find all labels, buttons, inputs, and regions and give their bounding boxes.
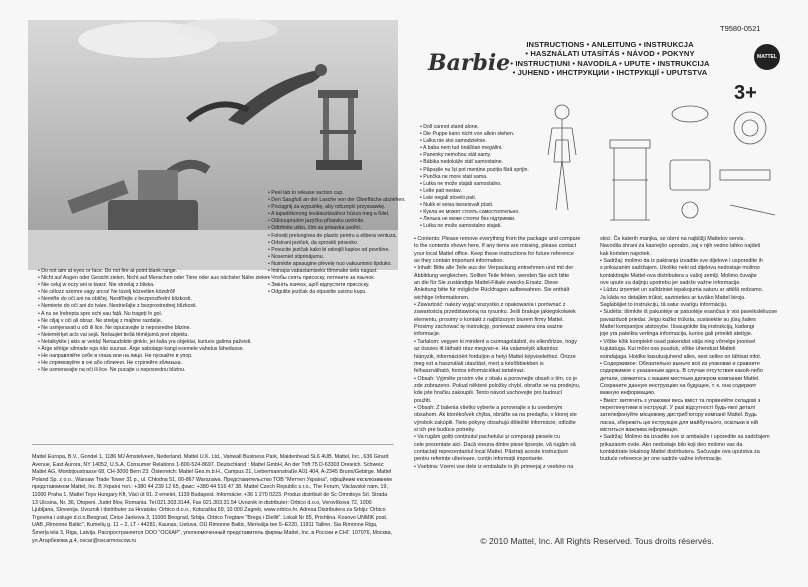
contents-illustration	[540, 100, 790, 230]
contents-text-col1: • Contents: Please remove everything from the package and compare to the contents shown here. If any items are missing, please contact your local Mattel office. Keep these instructions for future reference as they contain important information. • Inhalt: Bitte alle Teile aus der Verpackung entnehmen und mit der Abbildung vergleichen. Sollten Teile fehlen, wenden Sie sich bitte an die für Sie zuständige Mattel-Filiale zwecks Ersatz. Diese Anleitung bitte für mögliche Rückfragen aufbewahren. Sie enthält wichtige Informationen. • Zawartość: należy wyjąć wszystko z opakowania i porównać z zawartością przedstawioną na rysunku. Jeśli brakuje jakiegokolwiek elementu, prosimy o kontakt z najbliższym biurem firmy Mattel. Prosimy zachować tę instrukcję, ponieważ zawiera ona ważne informacje. • Tartalom: vegyen ki mindent a csomagolásból, és ellenőrizze, hogy az összes itt látható rész megvan-e. Ha valamelyik alkatrész hiányzik, információért forduljon a helyi Mattel képviselethez. Őrizze meg ezt a használati utasítást, mert a későbbiekben is felhasználható, fontos információkat tartalmaz. • Obsah: Vyjměte prosím vše z obalu a porovnejte obsah s tím, co je zde zobrazeno. Pokud některé položky chybí, obraťte se na prodejnu, kde jste hračku zakoupili. Tento návod uschovejte pro budoucí použití. • Obsah: Z balenia všetko vyberte a porovnajte s tu uvedeným obsahom. Ak ktorékoľvek chýba, obráťte sa na predajňu, v ktorej ste výrobok zakúpili. Tieto pokyny obsahujú dôležité informácie, odložte si ich pre budúce potreby. • Va rugăm goliți conținutul pachetului și comparați piesele cu cele prezentate aici. Dacă vreuna dintre piese lipsește, vă rugăm să contactați reprezentantul local Mattel. Păstrați aceste instrucțiuni pentru referințe ulterioare, conțin informații importante. • Vsebina: Vzemi vse dele iz embalaže in jih primerjaj z vsebino na	[414, 236, 581, 470]
left-panel	[28, 0, 406, 587]
instruction-titles: INSTRUCTIONS • ANLEITUNG • INSTRUKCJA • HASZNÁLATI UTASÍTÁS • NÁVOD • POKYNY • INSTRUCȚIUNI • NAVODILA • UPUTE • INSTRUKCIJA • JUHEND • ИНСТРУКЦИИ • ІНСТРУКЦІЇ • UPUTSTVA	[510, 40, 710, 78]
barbie-logo: Barbie	[428, 50, 511, 76]
chair-outline	[610, 140, 650, 220]
product-code: T9580-0521	[720, 24, 761, 33]
doll-outline	[548, 105, 576, 210]
distributor-addresses: Mattel Europa, B.V., Gondel 1, 1186 MJ Amstelveen, Nederland. Mattel U.K. Ltd., Vanwall Business Park, Maidenhead SL6 4UB. Mattel, Inc., 636 Girard Avenue, East Aurora, NY 14052, U.S.A. Consumer Relations 1-800-524-8697. Deutschland : Mattel GmbH, An der Trift 75 D-63303 Dreieich. Schweiz: Mattel AG, Monbijoustrasse 68, CH-3000 Bern 23. Österreich: Mattel Ges.m.b.H., Campus 21, Liebermannstraße A01 404, A-2345 Brunn/Gebirge. Mattel Poland Sp. z o.o., Warsaw Trade Tower 31 p., ul. Chłodna 51, 00-867 Warszawa. Представительство ТОВ "Меттел Україна", офіційним ексклюзивним представником Mattel, Inc. В Україні тел.: +380 44 239 12 65, факс: +380 44 516 47 38. Mattel Czech Republic s.r.o., The Forum, Václavské nám. 19, 11000 Praha 1. Mattel Toys Hungary Kft, Váci út 91. 2 emelet, 1139 Budapest. Informácie: +36 1 270 0223. Produs distribuit de Sc Omnitoys Srl. Strada 13 Ulcsina, Nr. 36, Otopeni. Judet Ilfov, Romania. Tel.021.303.3144, Fax 021.303.31.54 Uvoznik in distributer: Orbico d.o.o, Verovškova 72, 1000 Ljubljana, Slovenija. Uvoznik i distributer za Hrvatsku: Orbico d.o.o., Koturaška 69, 10 000 Zagreb, www.orbico.hr. Adresa Distributera za Srbiju: Orbico Trgovina i usluge d.o.o.Beograd, Ćirice Jankova 3, 11000 Beograd, Srbija. Orbico Tregtare "Bregu i Diellit". Lokali Nr 85, Prishtina. Kosovo UNMIK post. UAB „Rimonne Baltic", Kumelių g. 11 – 2, LT - 44281, Kaunas, Lietuva. OÜ Rimonne Baltic, Merivälja tee 5–E220, 11911 Tallinn. Sia Rimonne Riga, Šmerļa iela 3, Riga, Latvija. Рaспространяется ООО "ОСКАР", уполномоченный представитель фирмы Mattel, Inc. в России и СНГ. 107076, Москва, ул.Атарбекова д.4, oscar@oscarmoscow.ru	[32, 454, 393, 544]
contents-text-col2: skici. Če katerih manjka, se obrni na najbližji Mattelov servis. Navodila shrani za kasnejšo uporabo, saj v njih vedno lahko najdeš kak koristen napotek. • Sadržaj: molimo da iz pakiranja izvadite sve dijelove i usporedite ih s prikazanim sadržajem. Ukoliko neki od dijelova nedostaje molimo kontaktirajte Mattel-ova distributera u vašoj zemlji. Molimo čuvajte ove upute za daljnju upotrebu jer sadrže važne informacije. • Lūdzu izņemiet un salīdziniet iepakojuma saturu ar attēlā redzamo. Ja kāda no detaļām trūkst, sazinieties ar tuvāko Mattel biroju. Saglabājiet to instrukciju, tā satur svarīgu informāciju. • Sudėtis: išimkite iš pakuotėje ar patuotėje esančius ir visi paveikslėliuose pavaizduoti priedai. Jeigu kažko trūksta, susisiekite su jūsų šalies Mattel kompanijos atstovybe. Išsaugokite šią instrukciją, kadangi joje yra pateikta vertinga informacija, kurios gali prireikti ateityje. • Võtke kõik komplekti osad pakendist välja ning võrrelge joonisel kujutatuga. Kui mõni osa puudub, võtke ühendust Matteli esindajaga. Hoidke kasutusjuhend alles, sest selles on tähtsat infot. • Содержимое: Обязательно выньте всё из упаковки и сравните содержимое с указанным здесь. В случае отсутствия какой-либо детали, свяжитесь с вашим местным дилером компании Mattel. Сохраните данную инструкцию на будущее, т. к. она содержит важную информацию. • Вміст: витягніть з упаковки весь вміст та порівняйте складові з переглянутими в інструкції. У разі відсутності будь-якої деталі зателефонуйте місцевому дистриб'ютору компанії Mattel. Будь ласка, збережіть цю інструкцію для майбутнього, оскільки в ній міститься важлива інформація. • Sadržaj: Molimo da izvadite sve iz ambalaže i uporedite sa sadržajem prikazanim ovde. Ako nedostaje bilo koji deo molimo vas da kontaktirate lokalnog Mattel distributera. Sačuvajte ova uputstva za buduće reference jer one sadrže važne informacije.	[600, 236, 778, 463]
accessories-outline	[670, 106, 775, 218]
suction-cup-instructions: • Peel tab to release suction cup. • Den Saugfuß an der Lasche von der Oberfläche abziehen. • Pociągnij za wypustkę, aby odczepić przyssawkę. • A tapadókorong leválasztásához húzza meg a fület. • Odlouupnutím jazýčku přísavku uvolníte. • Odtrhnite uško, čím sa prísavka uvoľní. • Folosiți prelungirea de plastic pentru a elibera ventuza. • Odstrani jeziček, da sprostiš priseskо. • Povucite jezičak kako bi odvojili kapice od površine. • Nosemiet stiprinājumu. • Nuimkite apsaugine plėvelę nuo vakuuminio lipduko. • Iminapa vabastamiseks tõmmake sela nagast. • Чтобы снять присоску, потяните за язычок. • Змініть язичок, щоб відпустити присоску. • Odgulite jezičak da otpustite usisnu kupu.	[268, 190, 406, 296]
doll-cannot-stand: • Doll cannot stand alone. • Die Puppe kann nicht von allein stehen. • Lalka nie stoi samodzielnie. • A baba nem tud önállóan megállni. • Panenky nemohou stát samy. • Bábika nedokáže stáť samostatne. • Păpușile nu își pot menține poziția fără sprijin. • Punčka ne more stati sama. • Lutka ne može stajati samostalno. • Lelle pati nestav. • Lele negali stovėti pati. • Nukk ei seisa iseseisvalt püsti. • Кукла не может стоять самостоятельно. • Лялька не може стояти без підтримки. • Lutka ne može samostalno stajati.	[420, 124, 529, 230]
age-rating: 3+	[734, 82, 757, 104]
copyright: © 2010 Mattel, Inc. All Rights Reserved. Tous droits réservés.	[480, 536, 714, 546]
mattel-logo: MATTEL	[754, 44, 780, 70]
divider	[32, 444, 394, 445]
safety-warnings: • Do not aim at eyes or face. Do not fire at point blank range. • Nicht auf Augen oder Gesicht zielen. Nicht auf Menschen oder Tiere oder aus nächster Nähe zielen. • Nie celuj w oczy ani w twarz. Nie strzelaj z bliska. • Ne célozz szemre vagy arcra! Ne tüzelj közvetlen közelről! • Nemiřte do očí ani na obličej. Nestřílejte z bezprostřední blízkosti. • Nemierte do očí ani do tváre. Nestrieľajte z bezprostrednej blízkosti. • A nu se îndrepta spre ochi sau față. Nu trageți în gol. • Ne ciljaj v oči ali obraz. Ne streljaj z majhne razdalje. • Ne usmjeravati u oči ili lice. Ne ispucavajte iz neposredne blizine. • Neiemērķet acīs vai sejā. Nešaujiet tiešā tēmējumā pret objektu. • Netaikykite į akis ar veidą! Nenaudokite ginklo, jei šalia yra objektai, kuriuos galima pažeisti. • Ärge sihtige silmade ega näo suunas. Ärge sabotage kangi esemele vahetus lähedusse. • Не направляйте себе в глаза или на лицо. Не пускайте в упор. • Не спрямовуйте в очі або обличчя. Не стріляйте зблизька. • Ne usmeravajte na oči ili lice. Ne pucajte u neposrednu blizinu.	[38, 268, 271, 374]
right-panel	[404, 0, 790, 587]
